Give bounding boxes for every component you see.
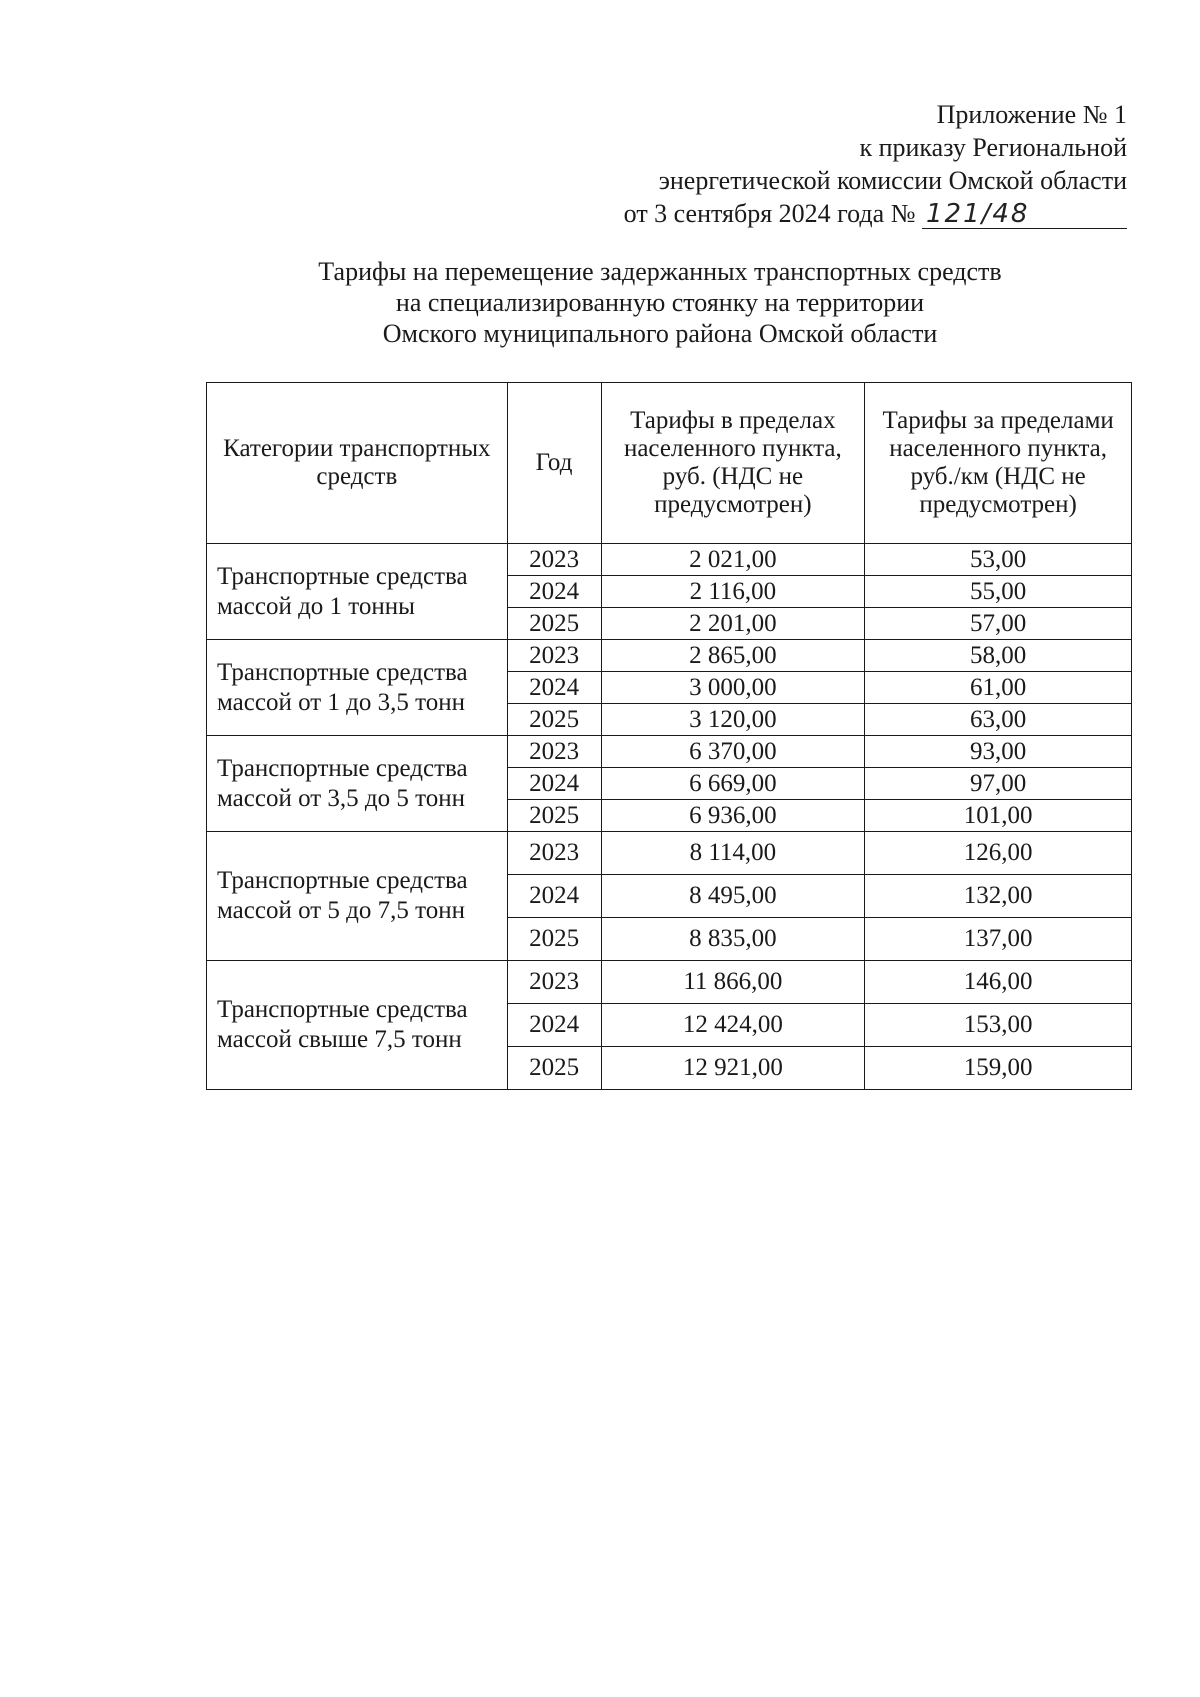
outside-tariff-cell: 57,00	[865, 608, 1132, 640]
year-cell: 2023	[507, 640, 601, 672]
outside-tariff-cell: 55,00	[865, 576, 1132, 608]
appendix-date-line	[567, 197, 1127, 230]
table-row	[207, 640, 1132, 672]
table-row	[207, 832, 1132, 875]
header-category: Категории транспортных средств	[207, 383, 508, 544]
year-cell: 2023	[507, 544, 601, 576]
tariff-table	[206, 382, 1132, 1090]
inside-tariff-cell: 8 835,00	[601, 918, 865, 961]
inside-tariff-cell: 2 865,00	[601, 640, 865, 672]
category-cell: Транспортные средства массой от 1 до 3,5 тонн	[207, 640, 508, 736]
appendix-header	[567, 98, 1127, 230]
year-cell: 2024	[507, 768, 601, 800]
header-outside-tariff: Тарифы за пределами населенного пункта, руб./км (НДС не предусмотрен)	[865, 383, 1132, 544]
outside-tariff-cell: 146,00	[865, 961, 1132, 1004]
year-cell: 2025	[507, 704, 601, 736]
table-row	[207, 736, 1132, 768]
inside-tariff-cell: 8 114,00	[601, 832, 865, 875]
inside-tariff-cell: 12 424,00	[601, 1004, 865, 1047]
inside-tariff-cell: 2 116,00	[601, 576, 865, 608]
outside-tariff-cell: 61,00	[865, 672, 1132, 704]
inside-tariff-cell: 3 000,00	[601, 672, 865, 704]
year-cell: 2025	[507, 800, 601, 832]
year-cell: 2024	[507, 1004, 601, 1047]
header-inside-tariff: Тарифы в пределах населенного пункта, руб. (НДС не предусмотрен)	[601, 383, 865, 544]
title-line-1: Тарифы на перемещение задержанных транспортных средств	[318, 257, 1002, 286]
year-cell: 2024	[507, 672, 601, 704]
category-cell: Транспортные средства массой от 3,5 до 5 тонн	[207, 736, 508, 832]
year-cell: 2024	[507, 576, 601, 608]
title-line-3: Омского муниципального района Омской области	[382, 319, 938, 348]
inside-tariff-cell: 6 936,00	[601, 800, 865, 832]
year-cell: 2023	[507, 736, 601, 768]
outside-tariff-cell: 137,00	[865, 918, 1132, 961]
category-cell: Транспортные средства массой свыше 7,5 тонн	[207, 961, 508, 1090]
outside-tariff-cell: 53,00	[865, 544, 1132, 576]
inside-tariff-cell: 6 669,00	[601, 768, 865, 800]
outside-tariff-cell: 93,00	[865, 736, 1132, 768]
handwritten-order-number: 121/48	[922, 201, 1127, 229]
year-cell: 2023	[507, 961, 601, 1004]
inside-tariff-cell: 12 921,00	[601, 1047, 865, 1090]
outside-tariff-cell: 126,00	[865, 832, 1132, 875]
year-cell: 2025	[507, 608, 601, 640]
table-header-row	[207, 383, 1132, 544]
inside-tariff-cell: 2 021,00	[601, 544, 865, 576]
document-title	[205, 256, 1115, 349]
year-cell: 2023	[507, 832, 601, 875]
category-cell: Транспортные средства массой до 1 тонны	[207, 544, 508, 640]
inside-tariff-cell: 11 866,00	[601, 961, 865, 1004]
category-cell: Транспортные средства массой от 5 до 7,5 тонн	[207, 832, 508, 961]
outside-tariff-cell: 153,00	[865, 1004, 1132, 1047]
appendix-commission: энергетической комиссии Омской области	[658, 166, 1127, 195]
table-row	[207, 961, 1132, 1004]
appendix-order-ref: к приказу Региональной	[859, 133, 1127, 162]
outside-tariff-cell: 159,00	[865, 1047, 1132, 1090]
appendix-date: от 3 сентября 2024 года №	[623, 199, 916, 228]
year-cell: 2025	[507, 918, 601, 961]
inside-tariff-cell: 6 370,00	[601, 736, 865, 768]
outside-tariff-cell: 63,00	[865, 704, 1132, 736]
outside-tariff-cell: 101,00	[865, 800, 1132, 832]
title-line-2: на специализированную стоянку на территории	[395, 288, 925, 317]
inside-tariff-cell: 8 495,00	[601, 875, 865, 918]
appendix-title: Приложение № 1	[936, 100, 1127, 129]
inside-tariff-cell: 3 120,00	[601, 704, 865, 736]
outside-tariff-cell: 58,00	[865, 640, 1132, 672]
table-row	[207, 544, 1132, 576]
year-cell: 2025	[507, 1047, 601, 1090]
outside-tariff-cell: 132,00	[865, 875, 1132, 918]
year-cell: 2024	[507, 875, 601, 918]
inside-tariff-cell: 2 201,00	[601, 608, 865, 640]
outside-tariff-cell: 97,00	[865, 768, 1132, 800]
header-year: Год	[507, 383, 601, 544]
